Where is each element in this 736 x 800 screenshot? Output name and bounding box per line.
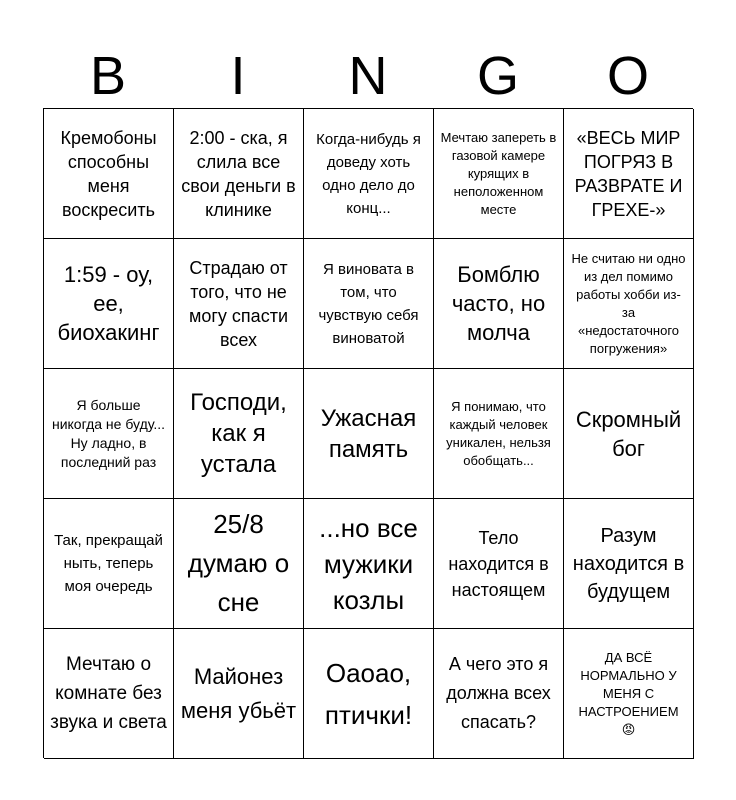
header-letter-g: G: [476, 46, 519, 106]
bingo-cell-r1-c3[interactable]: [434, 239, 564, 369]
bingo-cell-r1-c1[interactable]: [174, 239, 304, 369]
cell-text: 25/8 думаю о сне: [187, 509, 290, 617]
bingo-cell-r3-c4[interactable]: [564, 499, 694, 629]
bingo-cell-r0-c0[interactable]: [44, 109, 174, 239]
cell-text: Кремобоны способны меня воскресить: [60, 127, 157, 220]
bingo-cell-r4-c4[interactable]: [564, 629, 694, 759]
cell-text: 1:59 - оу, ее, биохакинг: [57, 262, 160, 345]
bingo-cell-r0-c2[interactable]: [304, 109, 434, 239]
bingo-cell-r2-c0[interactable]: [44, 369, 174, 499]
bingo-cell-r4-c1[interactable]: [174, 629, 304, 759]
header-letter-i: I: [230, 46, 246, 106]
bingo-cell-r4-c2[interactable]: [304, 629, 434, 759]
cell-text: Я больше никогда не буду... Ну ладно, в последний раз: [51, 396, 166, 470]
bingo-cell-r0-c1[interactable]: [174, 109, 304, 239]
header-letter-o: O: [606, 46, 649, 106]
bingo-cell-r3-c2[interactable]: [304, 499, 434, 629]
cell-text: Тело находится в настоящем: [448, 527, 549, 600]
cell-text: Так, прекращай ныть, теперь моя очередь: [54, 532, 163, 595]
bingo-cell-r1-c0[interactable]: [44, 239, 174, 369]
cell-text: Я понимаю, что каждый человек уникален, нельзя обобщать...: [446, 398, 551, 468]
bingo-header: [43, 44, 693, 108]
bingo-cell-r3-c3[interactable]: [434, 499, 564, 629]
cell-text: Страдаю от того, что не могу спасти всех: [188, 257, 288, 350]
bingo-board: [43, 108, 693, 758]
cell-text: Не считаю ни одно из дел помимо работы хобби из-за «недостаточного погружения»: [571, 250, 686, 356]
bingo-cell-r0-c3[interactable]: [434, 109, 564, 239]
cell-text: Я виновата в том, что чувствую себя виноватой: [318, 260, 419, 347]
cell-text: Мечтаю о комнате без звука и света: [50, 654, 167, 733]
cell-text: Майонез меня убьёт: [180, 663, 297, 723]
header-letter-n: N: [348, 46, 388, 106]
bingo-cell-r1-c4[interactable]: [564, 239, 694, 369]
cell-text: ДА ВСЁ НОРМАЛЬНО У МЕНЯ С НАСТРОЕНИЕМ 😡: [578, 649, 679, 737]
cell-text: Мечтаю запереть в газовой камере курящих в неположенном месте: [440, 129, 557, 217]
cell-text: Скромный бог: [575, 406, 682, 461]
cell-text: «ВЕСЬ МИР ПОГРЯЗ В РАЗВРАТЕ И ГРЕХЕ-»: [574, 127, 683, 220]
header-letter-b: B: [89, 46, 127, 106]
bingo-cell-r3-c0[interactable]: [44, 499, 174, 629]
bingo-cell-r2-c3[interactable]: [434, 369, 564, 499]
cell-text: Когда-нибудь я доведу хоть одно дело до конц...: [316, 130, 421, 217]
bingo-cell-r3-c1[interactable]: [174, 499, 304, 629]
cell-text: 2:00 - ска, я слила все свои деньги в клинике: [181, 127, 296, 220]
cell-text: ...но все мужики козлы: [319, 512, 418, 615]
bingo-cell-r1-c2[interactable]: [304, 239, 434, 369]
cell-text: Разум находится в будущем: [572, 524, 685, 603]
cell-text: Оаоао, птички!: [324, 657, 413, 730]
cell-text: Господи, как я устала: [190, 389, 287, 478]
cell-text: Бомблю часто, но молча: [451, 262, 546, 345]
bingo-cell-r2-c4[interactable]: [564, 369, 694, 499]
cell-text: А чего это я должна всех спасать?: [446, 654, 551, 732]
bingo-cell-r4-c0[interactable]: [44, 629, 174, 759]
cell-text: Ужасная память: [320, 404, 417, 463]
bingo-cell-r4-c3[interactable]: [434, 629, 564, 759]
bingo-cell-r0-c4[interactable]: [564, 109, 694, 239]
bingo-cell-r2-c2[interactable]: [304, 369, 434, 499]
bingo-cell-r2-c1[interactable]: [174, 369, 304, 499]
